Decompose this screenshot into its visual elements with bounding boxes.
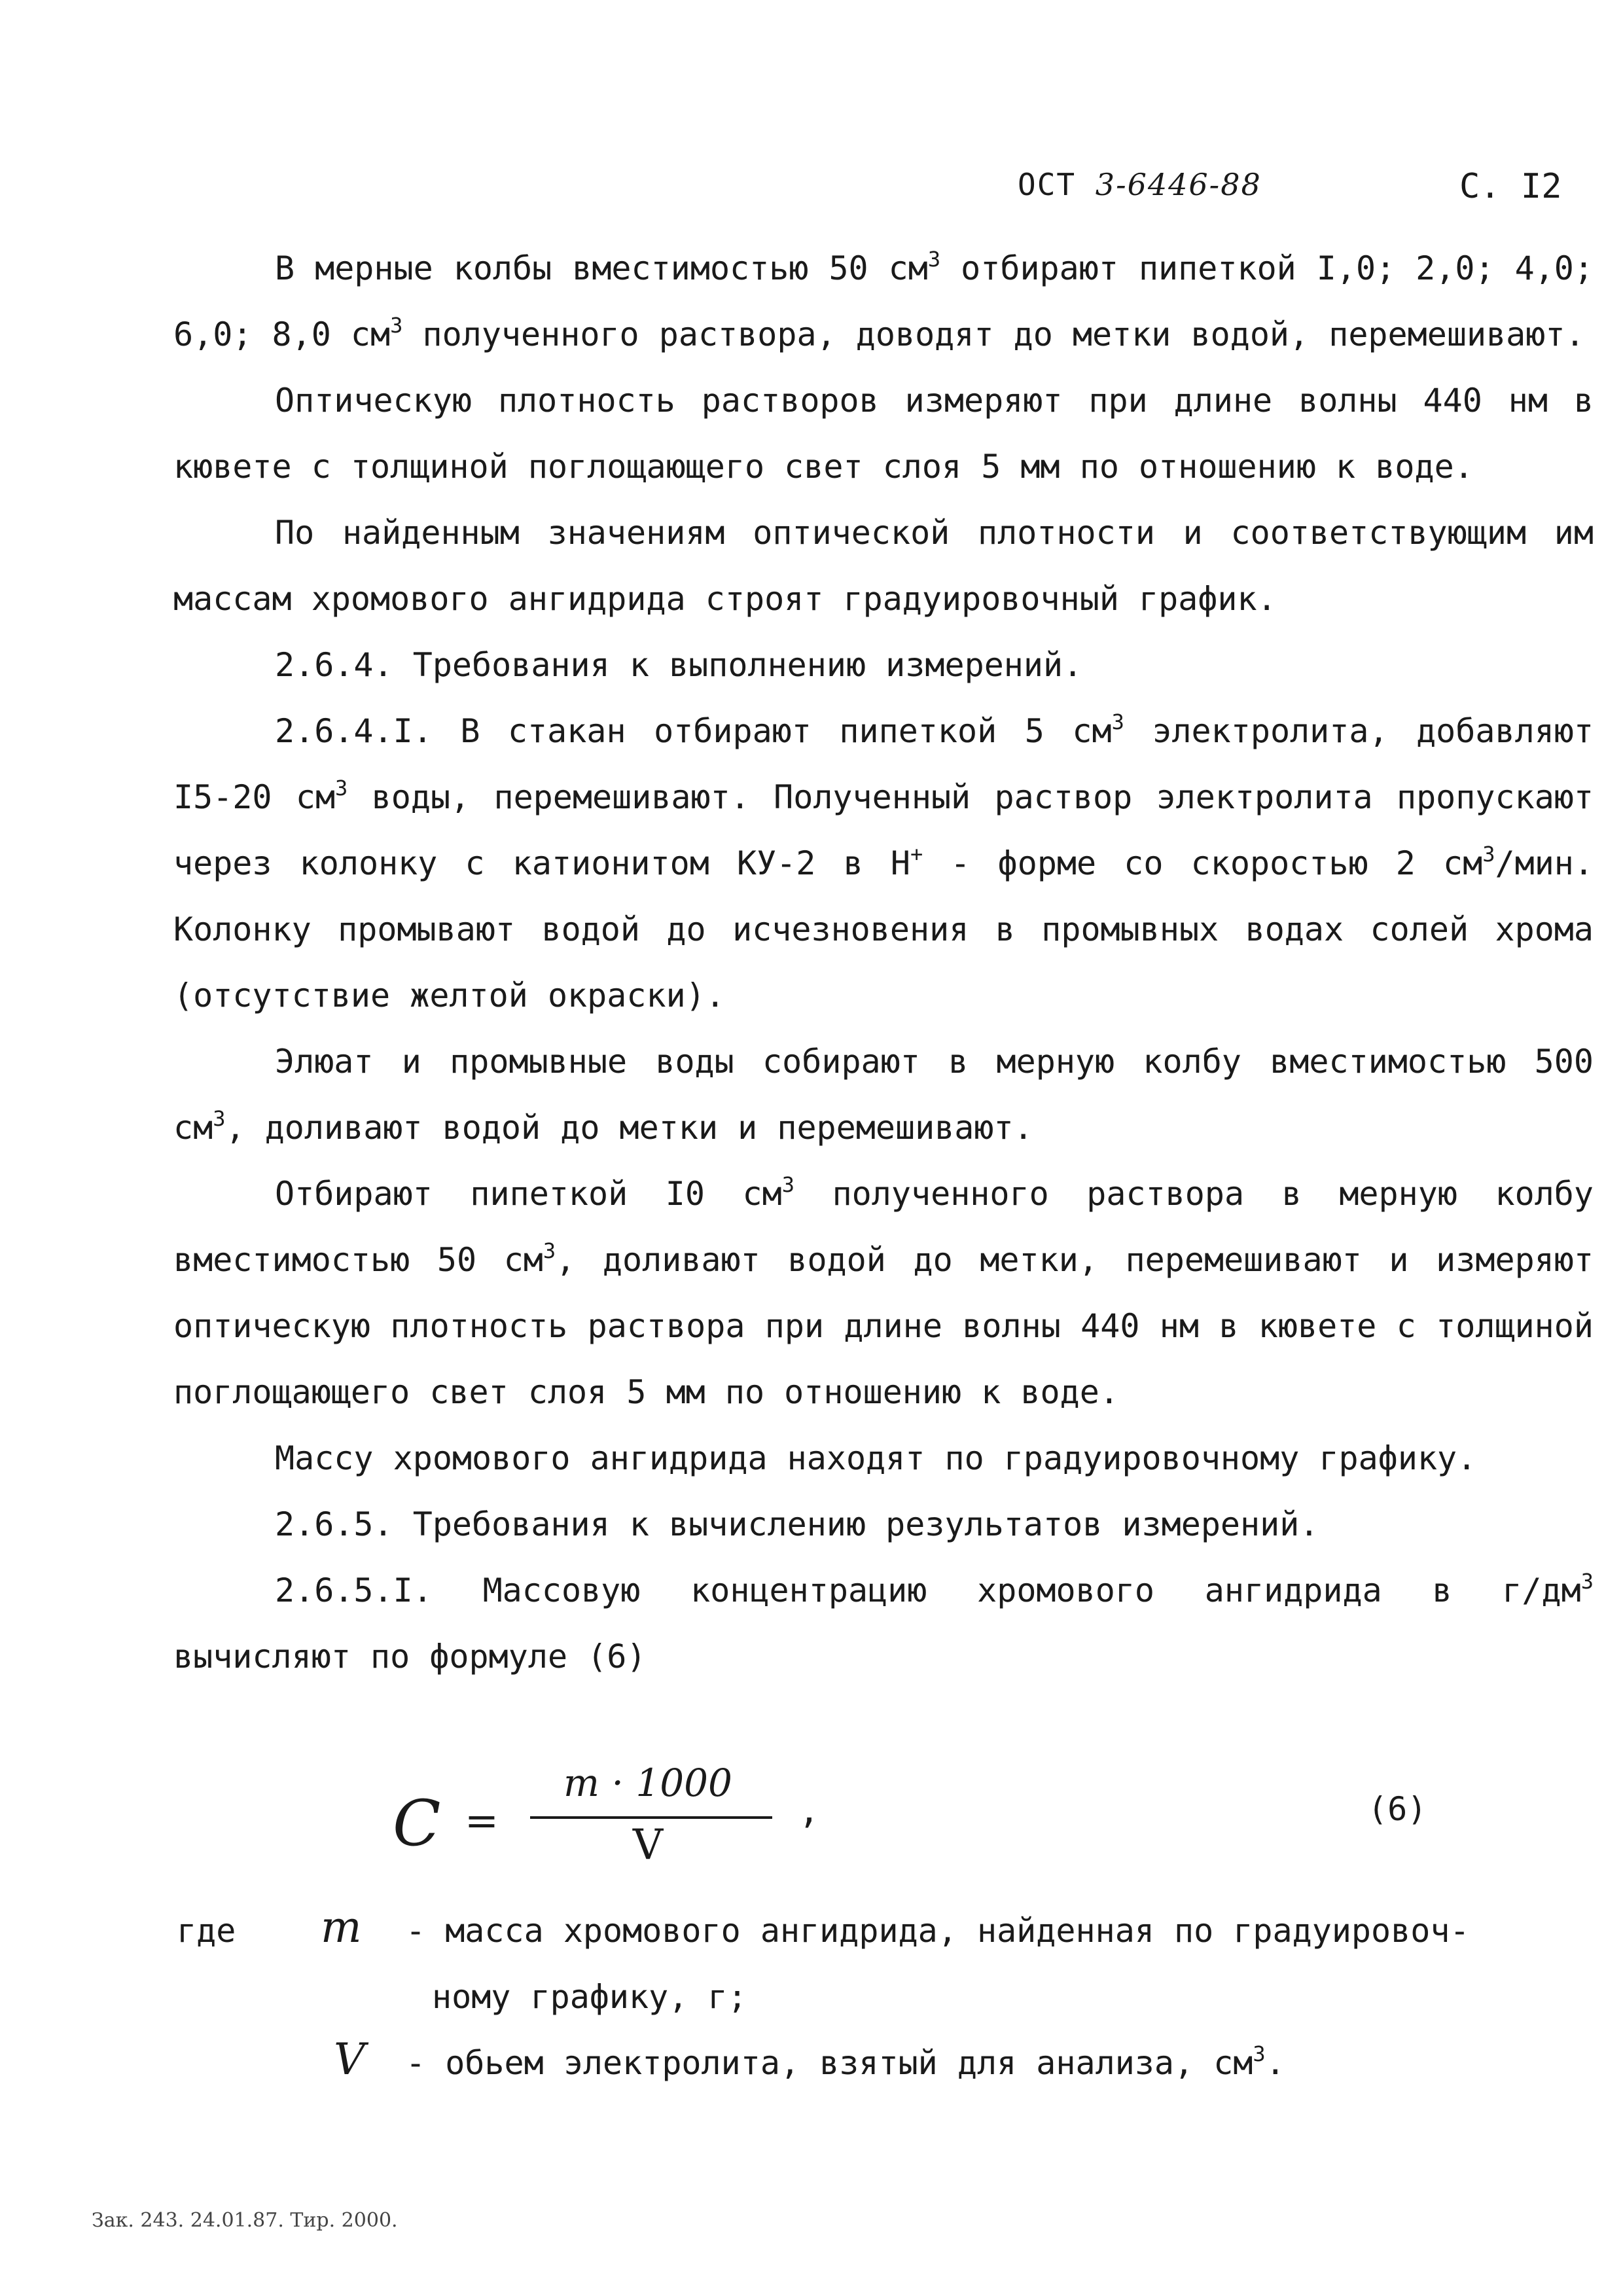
legend-def-m: - масса хромового ангидрида, найденная по градуировоч- [406, 1912, 1470, 1950]
paragraph-aliquot: Отбирают пипеткой I0 $см^3$ полученного раствора в мерную колбу вместимостью 50 $см^3$, доливают водой до метки, перемешивают и измеряют оптическую плотность раствора при длине волны 440 нм в кювете с толщиной поглощающего свет слоя 5 мм по отношению к воде. [173, 1172, 1594, 1411]
formula-number: (6) [1368, 1790, 1427, 1828]
paragraph-2-6-4-1: 2.6.4.I. В стакан отбирают пипеткой 5 $см^3$ электролита, добавляют I5-20 $см^3$ воды, перемешивают. Полученный раствор электролита пропускают через колонку с катионитом КУ-2 в Н+ - форме со скоростью 2 $см^3$/мин. Колонку промывают водой до исчезновения в промывных водах солей хрома (отсутствие желтой окраски). [173, 709, 1594, 1014]
paragraph-2-6-5-1: 2.6.5.I. Массовую концентрацию хромового ангидрида в $г/дм^3$ вычисляют по формуле (6) [173, 1569, 1594, 1676]
legend-def-v: - обьем электролита, взятый для анализа, $см^3$. [406, 2041, 1285, 2082]
body-text [173, 236, 1594, 1690]
section-heading-2-6-4: 2.6.4. Требования к выполнению измерений. [275, 646, 1083, 684]
fraction-bar [530, 1816, 772, 1819]
legend-where: где [177, 1912, 236, 1950]
doc-number: 3-6446-88 [1095, 167, 1262, 202]
formula-comma: , [798, 1790, 820, 1831]
doc-prefix: ОСТ [1018, 167, 1077, 202]
formula-equals: = [465, 1797, 499, 1844]
formula-numerator: m · 1000 [563, 1761, 732, 1805]
formula-6 [393, 1761, 1623, 1892]
legend-symbol-v: V [334, 2034, 365, 2085]
paragraph-3: По найденным значениям оптической плотности и соответствующим им массам хромового ангидрида строят градуировочный график. [173, 514, 1594, 618]
paragraph-1: В мерные колбы вместимостью 50 $см^3$ отбирают пипеткой I,0; 2,0; 4,0; 6,0; 8,0 $см^3$ полученного раствора, доводят до метки водой, перемешивают. [173, 247, 1594, 353]
section-heading-2-6-5: 2.6.5. Требования к вычислению результатов измерений. [275, 1505, 1319, 1543]
formula-denominator: V [632, 1821, 664, 1869]
legend-symbol-m: m [321, 1902, 362, 1952]
formula-lhs: C [393, 1787, 441, 1860]
page-number: С. I2 [1459, 167, 1562, 206]
document-code [1018, 167, 1262, 202]
paragraph-eluate: Элюат и промывные воды собирают в мерную колбу вместимостью 500 $см^3$, доливают водой до метки и перемешивают. [173, 1043, 1594, 1147]
paragraph-2: Оптическую плотность растворов измеряют при длине волны 440 нм в кювете с толщиной поглощающего свет слоя 5 мм по отношению к воде. [173, 382, 1594, 486]
paragraph-mass: Массу хромового ангидрида находят по градуировочному графику. [275, 1439, 1477, 1477]
print-info: Зак. 243. 24.01.87. Тир. 2000. [92, 2209, 398, 2232]
legend-def-m-cont: ному графику, г; [432, 1978, 747, 2016]
